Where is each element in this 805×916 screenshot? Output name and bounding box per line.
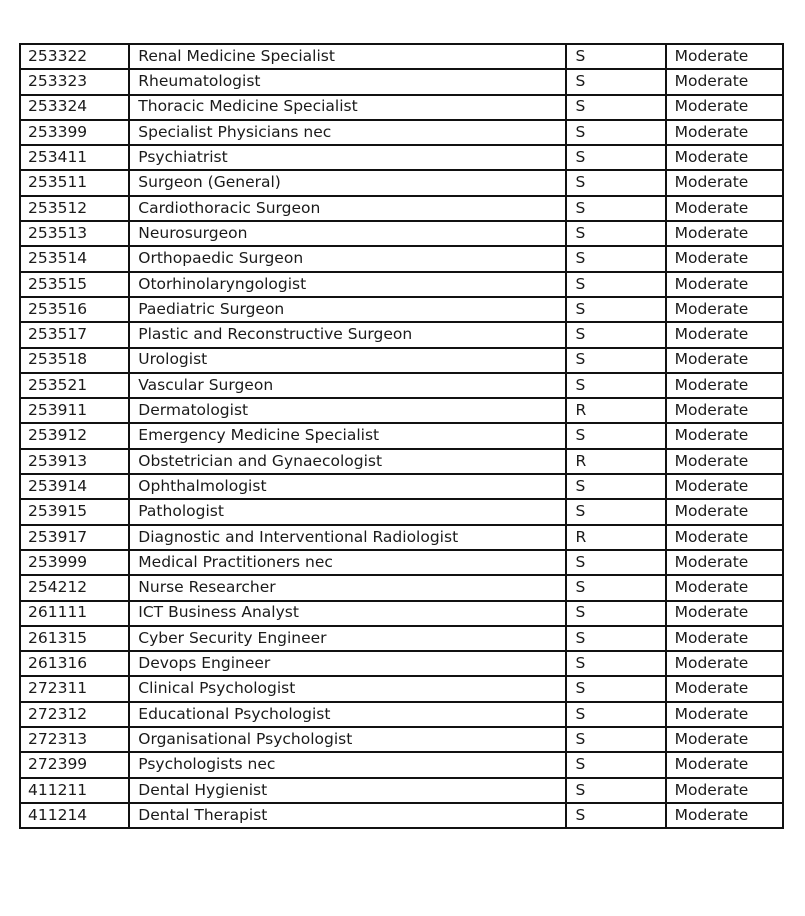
occupation-title-cell: Educational Psychologist [129,702,566,727]
table-row [20,297,783,322]
level-cell: Moderate [666,398,783,423]
list-type-cell: S [566,373,665,398]
table-row [20,44,783,69]
occupation-code-cell: 253914 [20,474,129,499]
occupation-title-cell: Rheumatologist [129,69,566,94]
level-cell: Moderate [666,348,783,373]
level-cell: Moderate [666,499,783,524]
list-type-cell: S [566,322,665,347]
level-cell: Moderate [666,525,783,550]
occupation-title-cell: Dental Hygienist [129,778,566,803]
table-row [20,423,783,448]
level-cell: Moderate [666,651,783,676]
table-row [20,601,783,626]
occupation-code-cell: 253322 [20,44,129,69]
table-row [20,676,783,701]
list-type-cell: R [566,525,665,550]
level-cell: Moderate [666,145,783,170]
occupation-code-cell: 253912 [20,423,129,448]
level-cell: Moderate [666,601,783,626]
occupation-title-cell: Devops Engineer [129,651,566,676]
occupation-code-cell: 253917 [20,525,129,550]
occupation-title-cell: Psychologists nec [129,752,566,777]
list-type-cell: S [566,474,665,499]
table-row [20,651,783,676]
occupation-title-cell: Ophthalmologist [129,474,566,499]
table-row [20,499,783,524]
occupation-code-cell: 253513 [20,221,129,246]
occupation-title-cell: Paediatric Surgeon [129,297,566,322]
occupation-code-cell: 411214 [20,803,129,828]
occupation-title-cell: Obstetrician and Gynaecologist [129,449,566,474]
occupation-code-cell: 253999 [20,550,129,575]
occupation-table-page [19,43,784,829]
occupation-title-cell: Dermatologist [129,398,566,423]
occupation-title-cell: Cardiothoracic Surgeon [129,196,566,221]
table-row [20,778,783,803]
list-type-cell: S [566,297,665,322]
level-cell: Moderate [666,778,783,803]
list-type-cell: S [566,626,665,651]
level-cell: Moderate [666,44,783,69]
occupation-code-cell: 272311 [20,676,129,701]
table-row [20,702,783,727]
list-type-cell: S [566,702,665,727]
table-row [20,221,783,246]
occupation-code-cell: 253517 [20,322,129,347]
level-cell: Moderate [666,803,783,828]
occupation-title-cell: Clinical Psychologist [129,676,566,701]
list-type-cell: S [566,651,665,676]
occupation-code-cell: 272312 [20,702,129,727]
level-cell: Moderate [666,95,783,120]
occupation-code-cell: 261316 [20,651,129,676]
level-cell: Moderate [666,322,783,347]
occupation-code-cell: 253399 [20,120,129,145]
list-type-cell: S [566,727,665,752]
list-type-cell: S [566,348,665,373]
list-type-cell: S [566,752,665,777]
list-type-cell: S [566,145,665,170]
level-cell: Moderate [666,752,783,777]
level-cell: Moderate [666,297,783,322]
occupation-code-cell: 254212 [20,575,129,600]
table-row [20,752,783,777]
occupation-title-cell: Plastic and Reconstructive Surgeon [129,322,566,347]
occupation-title-cell: Pathologist [129,499,566,524]
table-row [20,272,783,297]
occupation-title-cell: Psychiatrist [129,145,566,170]
occupation-title-cell: Specialist Physicians nec [129,120,566,145]
level-cell: Moderate [666,196,783,221]
level-cell: Moderate [666,246,783,271]
occupation-code-cell: 253323 [20,69,129,94]
table-row [20,550,783,575]
occupation-code-cell: 253913 [20,449,129,474]
level-cell: Moderate [666,702,783,727]
table-row [20,95,783,120]
table-row [20,575,783,600]
occupation-code-cell: 411211 [20,778,129,803]
occupation-title-cell: ICT Business Analyst [129,601,566,626]
occupation-code-cell: 253911 [20,398,129,423]
list-type-cell: S [566,170,665,195]
occupation-code-cell: 253521 [20,373,129,398]
table-row [20,727,783,752]
occupation-table-body [20,44,783,828]
table-row [20,449,783,474]
occupation-code-cell: 253511 [20,170,129,195]
table-row [20,120,783,145]
table-row [20,196,783,221]
level-cell: Moderate [666,170,783,195]
list-type-cell: S [566,499,665,524]
occupation-code-cell: 253518 [20,348,129,373]
occupation-title-cell: Cyber Security Engineer [129,626,566,651]
table-row [20,803,783,828]
table-row [20,348,783,373]
list-type-cell: R [566,398,665,423]
level-cell: Moderate [666,727,783,752]
occupation-title-cell: Emergency Medicine Specialist [129,423,566,448]
occupation-title-cell: Thoracic Medicine Specialist [129,95,566,120]
level-cell: Moderate [666,474,783,499]
occupation-title-cell: Diagnostic and Interventional Radiologist [129,525,566,550]
occupation-title-cell: Medical Practitioners nec [129,550,566,575]
table-row [20,69,783,94]
list-type-cell: S [566,221,665,246]
list-type-cell: S [566,69,665,94]
occupation-code-cell: 272313 [20,727,129,752]
list-type-cell: S [566,550,665,575]
table-row [20,246,783,271]
occupation-code-cell: 253512 [20,196,129,221]
list-type-cell: S [566,44,665,69]
level-cell: Moderate [666,550,783,575]
list-type-cell: S [566,601,665,626]
list-type-cell: S [566,272,665,297]
level-cell: Moderate [666,120,783,145]
occupation-title-cell: Orthopaedic Surgeon [129,246,566,271]
level-cell: Moderate [666,423,783,448]
table-row [20,398,783,423]
occupation-table [19,43,784,829]
occupation-title-cell: Neurosurgeon [129,221,566,246]
level-cell: Moderate [666,221,783,246]
occupation-title-cell: Organisational Psychologist [129,727,566,752]
table-row [20,170,783,195]
level-cell: Moderate [666,626,783,651]
list-type-cell: R [566,449,665,474]
table-row [20,626,783,651]
occupation-title-cell: Urologist [129,348,566,373]
occupation-title-cell: Dental Therapist [129,803,566,828]
table-row [20,474,783,499]
occupation-code-cell: 253515 [20,272,129,297]
table-row [20,373,783,398]
occupation-title-cell: Renal Medicine Specialist [129,44,566,69]
list-type-cell: S [566,778,665,803]
occupation-title-cell: Otorhinolaryngologist [129,272,566,297]
occupation-code-cell: 253915 [20,499,129,524]
list-type-cell: S [566,246,665,271]
list-type-cell: S [566,120,665,145]
level-cell: Moderate [666,676,783,701]
occupation-code-cell: 261315 [20,626,129,651]
list-type-cell: S [566,95,665,120]
occupation-title-cell: Surgeon (General) [129,170,566,195]
occupation-code-cell: 253516 [20,297,129,322]
list-type-cell: S [566,803,665,828]
level-cell: Moderate [666,575,783,600]
list-type-cell: S [566,575,665,600]
level-cell: Moderate [666,373,783,398]
table-row [20,322,783,347]
table-row [20,145,783,170]
occupation-title-cell: Nurse Researcher [129,575,566,600]
occupation-code-cell: 272399 [20,752,129,777]
occupation-code-cell: 253324 [20,95,129,120]
level-cell: Moderate [666,272,783,297]
level-cell: Moderate [666,69,783,94]
level-cell: Moderate [666,449,783,474]
occupation-code-cell: 253411 [20,145,129,170]
occupation-code-cell: 253514 [20,246,129,271]
list-type-cell: S [566,676,665,701]
list-type-cell: S [566,196,665,221]
occupation-title-cell: Vascular Surgeon [129,373,566,398]
list-type-cell: S [566,423,665,448]
occupation-code-cell: 261111 [20,601,129,626]
table-row [20,525,783,550]
